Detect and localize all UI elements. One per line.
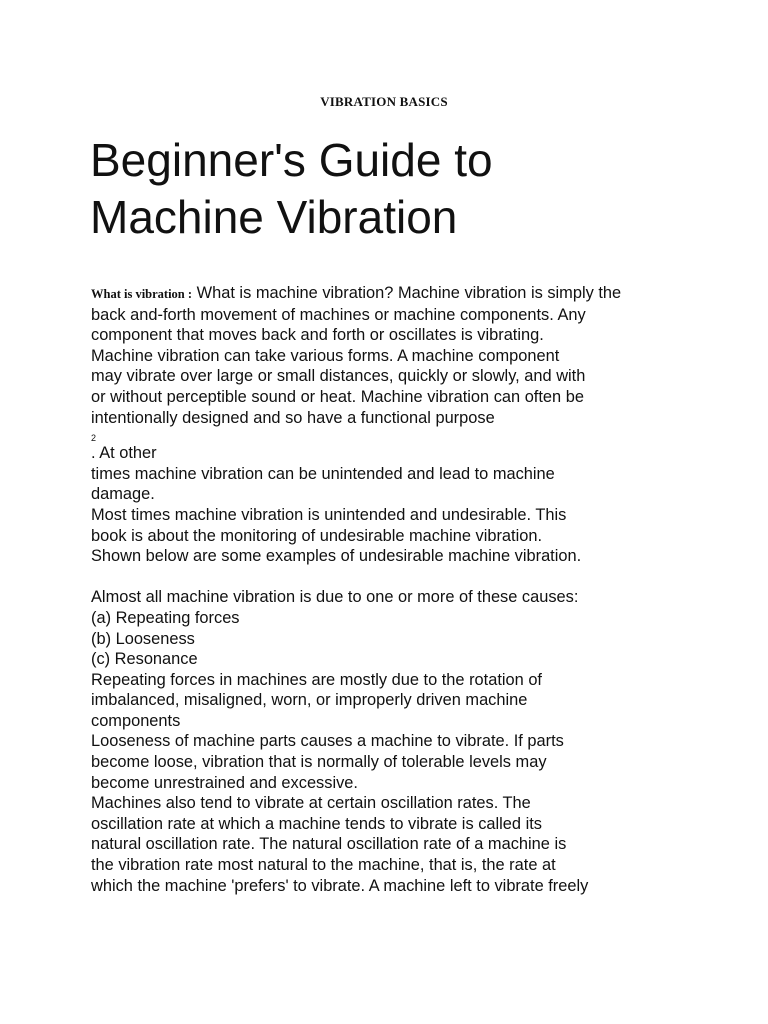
paragraph-line: back and-forth movement of machines or machine components. Any (91, 305, 586, 324)
paragraph-gap (91, 567, 751, 588)
paragraph-line: Machines also tend to vibrate at certain oscillation rates. The (91, 794, 531, 813)
page-title (90, 132, 730, 246)
paragraph-line: Repeating forces in machines are mostly due to the rotation of (91, 670, 542, 689)
footnote-mark: 2 (91, 433, 97, 444)
title-line: Machine Vibration (90, 191, 458, 243)
paragraph-line: natural oscillation rate. The natural oscillation rate of a machine is (91, 835, 567, 854)
list-item: (c) Resonance (91, 650, 198, 669)
paragraph-line: imbalanced, misaligned, worn, or improperly driven machine (91, 691, 528, 710)
paragraph-line: become loose, vibration that is normally of tolerable levels may (91, 753, 547, 772)
paragraph-line: become unrestrained and excessive. (91, 773, 358, 792)
paragraph-line: Looseness of machine parts causes a machine to vibrate. If parts (91, 732, 564, 751)
list-item: (a) Repeating forces (91, 608, 240, 627)
paragraph-line: may vibrate over large or small distances, quickly or slowly, and with (91, 367, 586, 386)
lead-label: What is vibration : (91, 287, 193, 301)
paragraph-line: Machine vibration can take various forms. A machine component (91, 346, 560, 365)
paragraph-line: oscillation rate at which a machine tends to vibrate is called its (91, 814, 542, 833)
paragraph-line: Most times machine vibration is unintended and undesirable. This (91, 505, 567, 524)
document-body (91, 283, 751, 896)
paragraph-line: times machine vibration can be unintended and lead to machine (91, 464, 555, 483)
list-item: (b) Looseness (91, 629, 195, 648)
lead-line (91, 283, 751, 305)
paragraph-line: . At other (91, 444, 157, 463)
paragraph-line: Almost all machine vibration is due to one or more of these causes: (91, 588, 579, 607)
paragraph-line: components (91, 711, 181, 730)
paragraph-line: component that moves back and forth or oscillates is vibrating. (91, 326, 544, 345)
paragraph-line: the vibration rate most natural to the machine, that is, the rate at (91, 856, 556, 875)
lead-text: What is machine vibration? Machine vibration is simply the (192, 284, 622, 302)
paragraph-line: which the machine 'prefers' to vibrate. A machine left to vibrate freely (91, 876, 589, 895)
paragraph-line: Shown below are some examples of undesirable machine vibration. (91, 547, 582, 566)
paragraph-line: damage. (91, 485, 155, 504)
paragraph-line: book is about the monitoring of undesirable machine vibration. (91, 526, 543, 545)
section-kicker: VIBRATION BASICS (320, 94, 448, 109)
paragraph-line: or without perceptible sound or heat. Machine vibration can often be (91, 387, 584, 406)
paragraph-line: intentionally designed and so have a functional purpose (91, 408, 495, 427)
title-line: Beginner's Guide to (90, 134, 493, 186)
